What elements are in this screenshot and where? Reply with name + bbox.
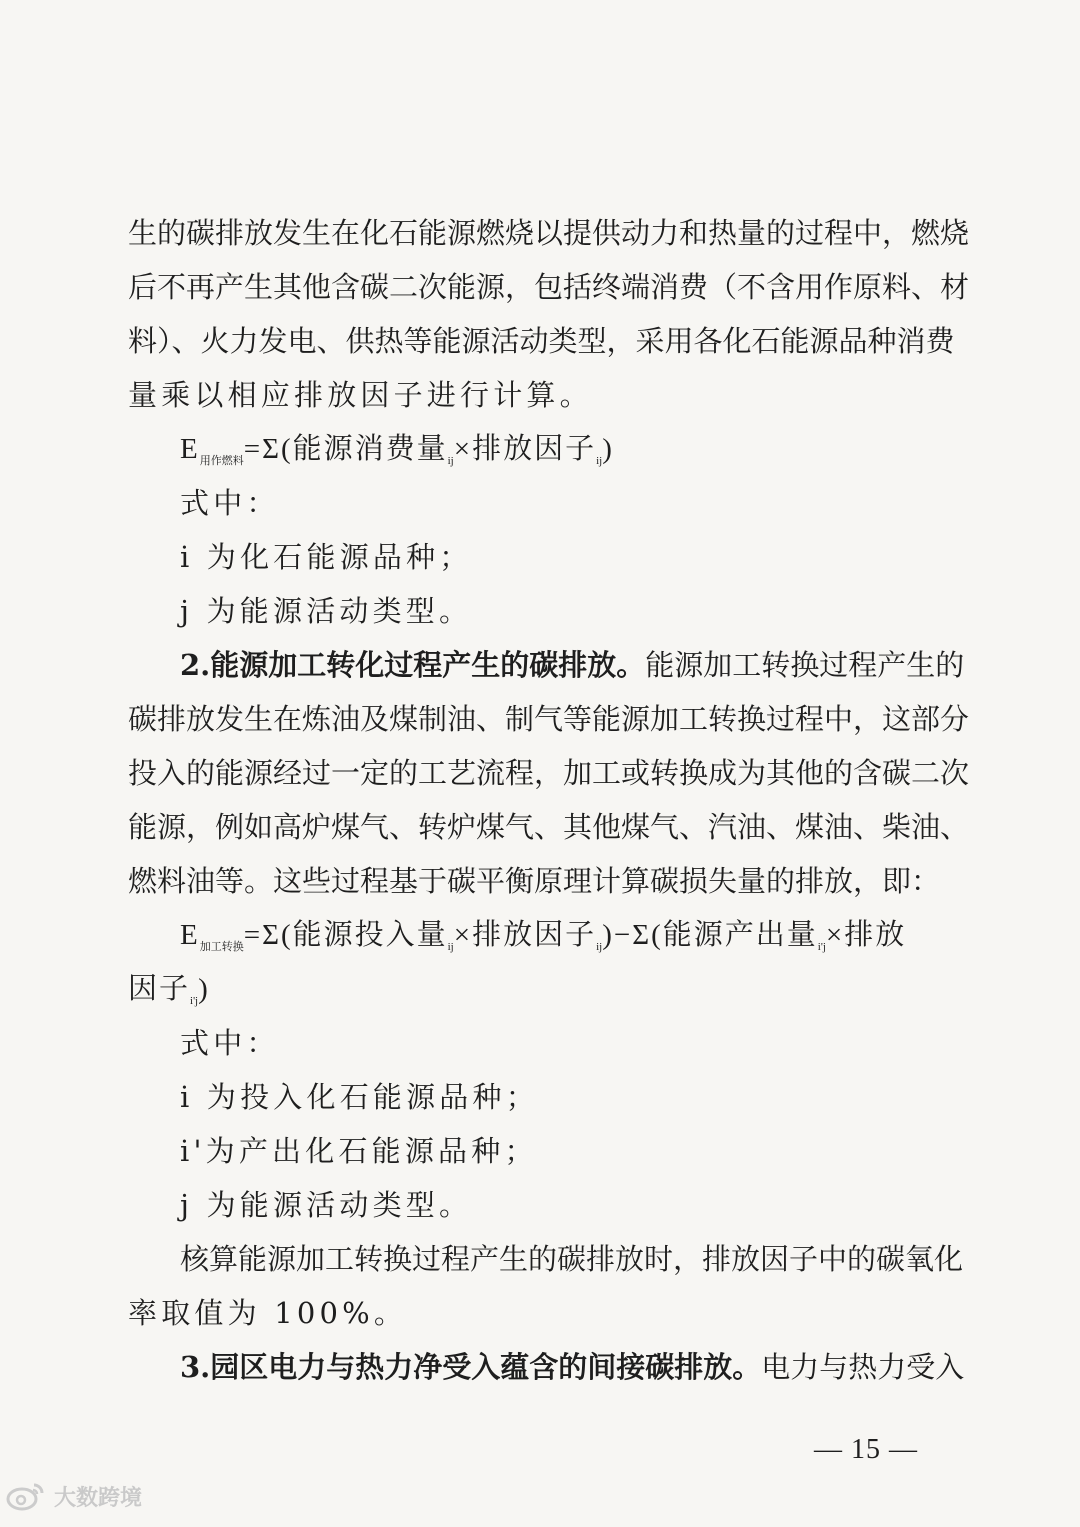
formula-subscript: i'j (190, 995, 199, 1007)
formula-subscript: ij (447, 941, 454, 953)
formula-text: ×排放因子 (453, 433, 597, 465)
paragraph-line: 生的碳排放发生在化石能源燃烧以提供动力和热量的过程中，燃烧 (128, 216, 970, 250)
where-label: 式中： (180, 486, 280, 520)
section-heading-line (128, 638, 965, 692)
formula-text: ×排放 (825, 919, 907, 951)
formula-subscript: 加工转换 (199, 941, 244, 953)
paragraph-line: 碳排放发生在炼油及煤制油、制气等能源加工转换过程中，这部分 (128, 702, 970, 736)
page-content (128, 206, 970, 1394)
paragraph-line: 投入的能源经过一定的工艺流程，加工或转换成为其他的含碳二次 (128, 756, 970, 790)
paragraph-line: 核算能源加工转换过程产生的碳排放时，排放因子中的碳氧化 (180, 1242, 964, 1276)
sina-weibo-icon (6, 1481, 46, 1511)
formula-energy-conversion-cont (128, 962, 914, 1016)
section-text: 能源加工转换过程产生的 (645, 648, 965, 682)
formula-text: ×排放因子 (453, 919, 597, 951)
paragraph-line: 量乘以相应排放因子进行计算。 (128, 378, 593, 412)
paragraph-line: 后不再产生其他含碳二次能源，包括终端消费（不含用作原料、材 (128, 270, 970, 304)
section-title: 2.能源加工转化过程产生的碳排放。 (180, 648, 646, 682)
variable-definition: i'为产出化石能源品种； (180, 1134, 538, 1168)
formula-subscript: i'j (817, 941, 826, 953)
section-title: 3.园区电力与热力净受入蕴含的间接碳排放。 (180, 1350, 762, 1384)
where-label: 式中： (180, 1026, 280, 1060)
formula-energy-conversion (128, 908, 914, 962)
variable-definition: j 为能源活动类型。 (180, 594, 473, 628)
variable-definition: i 为投入化石能源品种； (180, 1080, 539, 1114)
formula-subscript: 用作燃料 (199, 455, 244, 467)
watermark (6, 1478, 142, 1514)
formula-symbol: E (180, 919, 200, 951)
formula-symbol: E (180, 433, 200, 465)
formula-subscript: ij (447, 455, 454, 467)
formula-text: ) (602, 433, 614, 465)
formula-text: ) (198, 973, 210, 1005)
paragraph-line: 料）、火力发电、供热等能源活动类型，采用各化石能源品种消费 (128, 324, 955, 358)
variable-definition: i 为化石能源品种； (180, 540, 473, 574)
paragraph-line: 率取值为 100%。 (128, 1296, 408, 1330)
formula-subscript: ij (596, 941, 603, 953)
formula-text: =Σ(能源投入量 (243, 919, 448, 951)
formula-subscript: ij (596, 455, 603, 467)
variable-definition: j 为能源活动类型。 (180, 1188, 473, 1222)
watermark-text: 大数跨境 (54, 1485, 143, 1511)
paragraph-line: 燃料油等。这些过程基于碳平衡原理计算碳损失量的排放，即： (128, 864, 941, 898)
formula-text: =Σ(能源消费量 (243, 433, 448, 465)
paragraph-line: 能源，例如高炉煤气、转炉煤气、其他煤气、汽油、煤油、柴油、 (128, 810, 970, 844)
formula-text: 因子 (128, 973, 191, 1005)
section-text: 电力与热力受入 (761, 1350, 965, 1384)
formula-text: )−Σ(能源产出量 (602, 919, 818, 951)
section-heading-line (128, 1340, 965, 1394)
formula-fuel-combustion (128, 422, 914, 476)
page-number: — 15 — (814, 1434, 918, 1465)
